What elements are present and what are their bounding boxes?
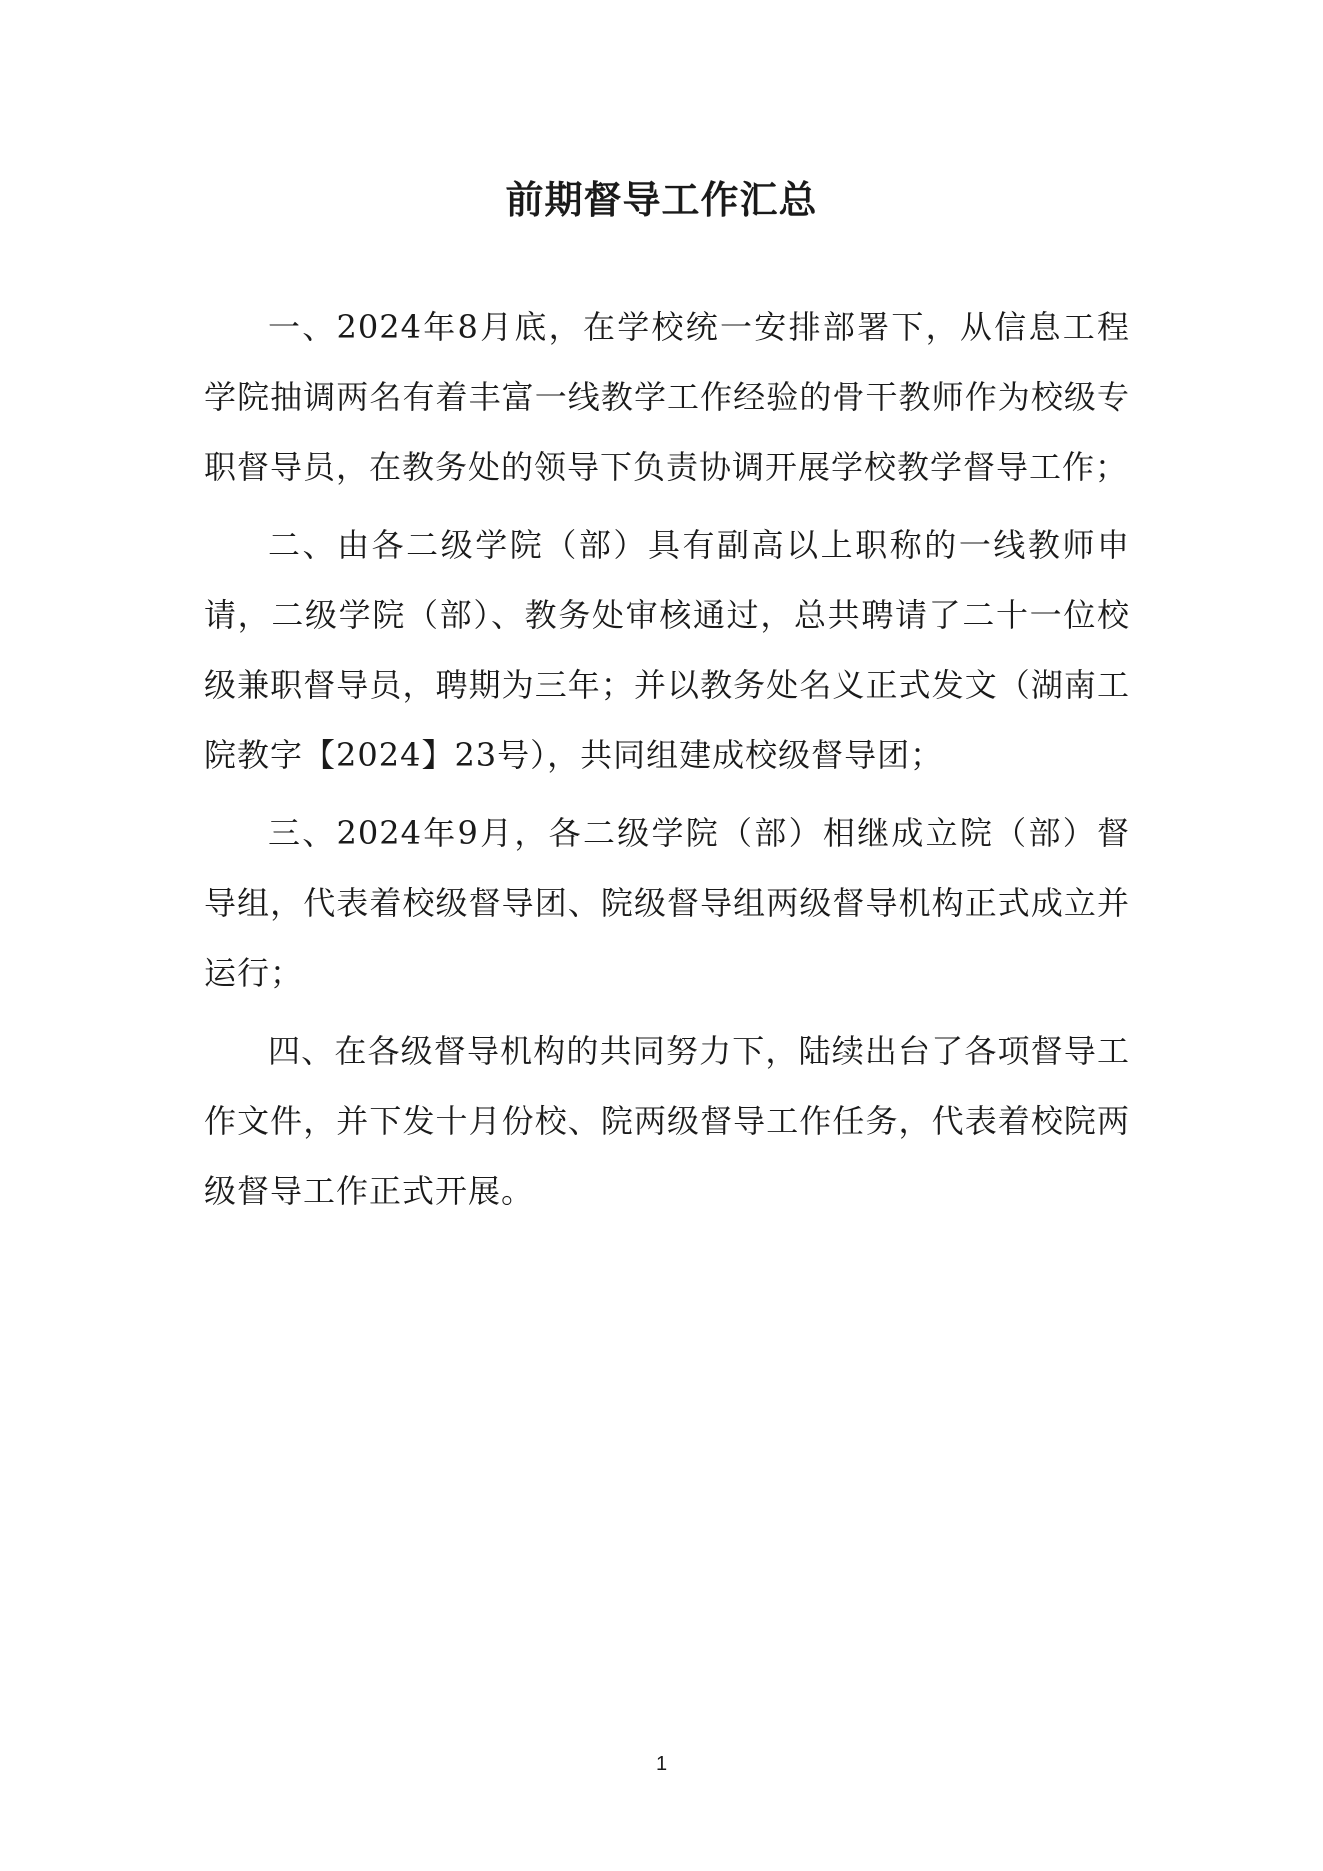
paragraph-1: 一、2024年8月底，在学校统一安排部署下，从信息工程学院抽调两名有着丰富一线教学工作经验的骨干教师作为校级专职督导员，在教务处的领导下负责协调开展学校教学督导工作； [204, 308, 1130, 486]
paragraph-3: 三、2024年9月，各二级学院（部）相继成立院（部）督导组，代表着校级督导团、院级督导组两级督导机构正式成立并运行； [204, 814, 1130, 992]
document-body [204, 292, 1130, 1234]
paragraph-2: 二、由各二级学院（部）具有副高以上职称的一线教师申请，二级学院（部）、教务处审核通过，总共聘请了二十一位校级兼职督导员，聘期为三年；并以教务处名义正式发文（湖南工院教字【2024】23号），共同组建成校级督导团； [204, 526, 1130, 774]
page-number: 1 [655, 1753, 668, 1775]
document-title: 前期督导工作汇总 [505, 178, 818, 222]
paragraph-4: 四、在各级督导机构的共同努力下，陆续出台了各项督导工作文件，并下发十月份校、院两级督导工作任务，代表着校院两级督导工作正式开展。 [204, 1032, 1130, 1210]
